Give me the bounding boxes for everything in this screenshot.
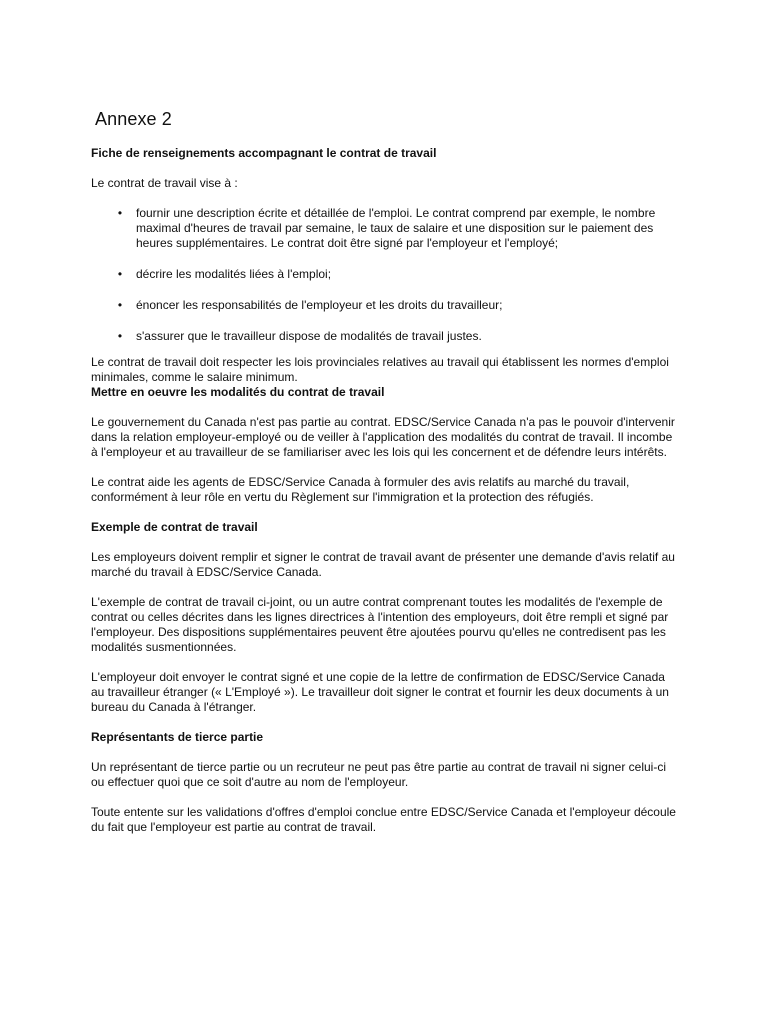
section-heading-mettre: Mettre en oeuvre les modalités du contrat de travail <box>91 385 385 399</box>
list-item <box>91 267 681 282</box>
list-item-text: s'assurer que le travailleur dispose de modalités de travail justes. <box>136 329 482 343</box>
list-item-text: décrire les modalités liées à l'emploi; <box>136 267 332 281</box>
bullet-icon: • <box>117 267 123 281</box>
paragraph-employeurs: Les employeurs doivent remplir et signer le contrat de travail avant de présenter une demande d'avis relatif au marché du travail à EDSC/Service Canada. <box>91 550 675 579</box>
section-heading-tierce: Représentants de tierce partie <box>91 730 264 744</box>
bullet-icon: • <box>117 298 123 312</box>
list-item-text: énoncer les responsabilités de l'employeur et les droits du travailleur; <box>136 298 503 312</box>
paragraph-envoyer: L'employeur doit envoyer le contrat signé et une copie de la lettre de confirmation de EDSC/Service Canada au travailleur étranger (« L'Employé »). Le travailleur doit signer le contrat et fournir les deux documents à un bureau du Canada à l'étranger. <box>91 670 669 714</box>
paragraph-provincial: Le contrat de travail doit respecter les lois provinciales relatives au travail qui établissent les normes d'emploi minimales, comme le salaire minimum. <box>91 355 669 384</box>
document-subtitle: Fiche de renseignements accompagnant le contrat de travail <box>91 146 437 160</box>
paragraph-exemple: L'exemple de contrat de travail ci-joint, ou un autre contrat comprenant toutes les modalités de l'exemple de contrat ou celles décrites dans les lignes directrices à l'intention des employeurs, doit être rempli et signé par l'employeur. Des dispositions supplémentaires peuvent être ajoutées pourvu qu'elles ne contredisent pas les modalités susmentionnées. <box>91 595 669 654</box>
document-content <box>91 108 681 835</box>
paragraph-gouvernement: Le gouvernement du Canada n'est pas partie au contrat. EDSC/Service Canada n'a pas le pouvoir d'intervenir dans la relation employeur-employé ou de veiller à l'application des modalités du contrat de travail. Il incombe à l'employeur et au travailleur de se familiariser avec les lois qui les concernent et de défendre leurs intérêts. <box>91 415 675 459</box>
bullet-icon: • <box>117 206 123 220</box>
list-item-text: fournir une description écrite et détaillée de l'emploi. Le contrat comprend par exemple, le nombre maximal d'heures de travail par semaine, le taux de salaire et une disposition sur le paiement des heures supplémentaires. Le contrat doit être signé par l'employeur et l'employé; <box>136 206 656 250</box>
list-item <box>91 298 681 313</box>
paragraph-entente: Toute entente sur les validations d'offres d'emploi conclue entre EDSC/Service Canada et l'employeur découle du fait que l'employeur est partie au contrat de travail. <box>91 805 676 834</box>
list-item <box>91 206 681 251</box>
objectives-list <box>91 206 681 344</box>
paragraph-agents: Le contrat aide les agents de EDSC/Service Canada à formuler des avis relatifs au marché du travail, conformément à leur rôle en vertu du Règlement sur l'immigration et la protection des réfugiés. <box>91 475 630 504</box>
section-heading-exemple: Exemple de contrat de travail <box>91 520 258 534</box>
bullet-icon: • <box>117 329 123 343</box>
paragraph-representant: Un représentant de tierce partie ou un recruteur ne peut pas être partie au contrat de travail ni signer celui-ci ou effectuer quoi que ce soit d'autre au nom de l'employeur. <box>91 760 666 789</box>
list-item <box>91 329 681 344</box>
page-title: Annexe 2 <box>95 109 172 129</box>
intro-text: Le contrat de travail vise à : <box>91 176 238 190</box>
